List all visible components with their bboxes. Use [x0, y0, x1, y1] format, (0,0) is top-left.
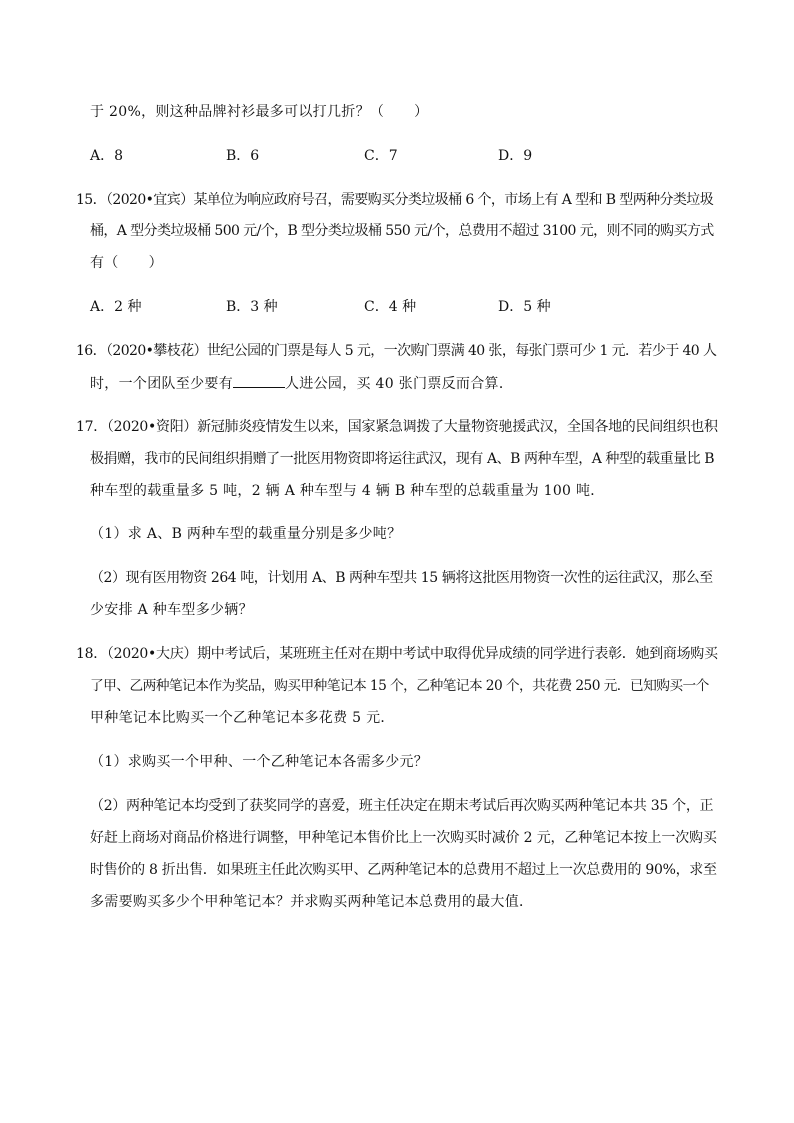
q14-text: 于 20%，则这种品牌衬衫最多可以打几折？（ — [90, 104, 385, 120]
q16-line-2 — [90, 373, 513, 394]
q18-part-2-line-1: （2）两种笔记本均受到了获奖同学的喜爱，班主任决定在期末考试后再次购买两种笔记本共 35 个，正 — [90, 798, 714, 814]
q16-text-b: 人进公园，买 40 张门票反而合算． — [285, 376, 514, 392]
q18-line-1: 18．（2020•大庆）期中考试后，某班班主任对在期中考试中取得优异成绩的同学进行表彰．她到商场购买 — [76, 646, 718, 662]
q15-text: 有（ — [90, 255, 119, 271]
q18-line-3: 甲种笔记本比购买一个乙种笔记本多花费 5 元． — [90, 710, 395, 726]
q17-line-1: 17．（2020•资阳）新冠肺炎疫情发生以来，国家紧急调拨了大量物资驰援武汉，全国各地的民间组织也积 — [76, 419, 718, 435]
q18-part-2-line-3: 时售价的 8 折出售．如果班主任此次购买甲、乙两种笔记本的总费用不超过上一次总费用的 90%，求至 — [90, 862, 717, 878]
q16-text-a: 时，一个团队至少要有 — [90, 376, 233, 392]
q18-part-2-line-2: 好赶上商场对商品价格进行调整，甲种笔记本售价比上一次购买时减价 2 元，乙种笔记本按上一次购买 — [90, 830, 717, 846]
q17-part-2-line-2: 少安排 A 种车型多少辆？ — [90, 602, 253, 618]
q17-line-3: 种车型的载重量多 5 吨，2 辆 A 种车型与 4 辆 B 种车型的总载重量为 100 吨． — [90, 483, 605, 499]
q17-line-2: 极捐赠，我市的民间组织捐赠了一批医用物资即将运往武汉，现有 A、B 两种车型，A 种型的载重量比 B — [90, 451, 715, 467]
q17-part-2-line-1: （2）现有医用物资 264 吨，计划用 A、B 两种车型共 15 辆将这批医用物资一次性的运往武汉，那么至 — [90, 570, 713, 586]
q14-option-b: B．6 — [226, 148, 260, 164]
q15-line-3 — [90, 253, 163, 273]
q14-text-line — [90, 102, 428, 122]
q15-line-2: 桶，A 型分类垃圾桶 500 元/个，B 型分类垃圾桶 550 元/个，总费用不超过 3100 元，则不同的购买方式 — [90, 223, 714, 239]
q15-option-d: D．5 种 — [498, 299, 551, 315]
q18-part-2-line-4: 多需要购买多少个甲种笔记本？并求购买两种笔记本总费用的最大值． — [90, 894, 534, 910]
q15-paren-close: ） — [148, 255, 163, 271]
q15-option-c: C．4 种 — [364, 299, 417, 315]
q16-line-1: 16．（2020•攀枝花）世纪公园的门票是每人 5 元，一次购门票满 40 张，每张门票可少 1 元．若少于 40 人 — [76, 343, 717, 359]
q15-option-a: A．2 种 — [90, 299, 142, 315]
q15-option-b: B．3 种 — [226, 299, 278, 315]
q18-part-1: （1）求购买一个甲种、一个乙种笔记本各需多少元？ — [90, 754, 429, 770]
q15-line-1: 15．（2020•宜宾）某单位为响应政府号召，需要购买分类垃圾桶 6 个，市场上有 A 型和 B 型两种分类垃圾 — [76, 192, 714, 208]
q18-line-2: 了甲、乙两种笔记本作为奖品，购买甲种笔记本 15 个，乙种笔记本 20 个，共花费 250 元．已知购买一个 — [90, 678, 709, 694]
q14-paren-close: ） — [414, 104, 429, 120]
q17-part-1: （1）求 A、B 两种车型的载重量分别是多少吨？ — [90, 526, 402, 542]
q14-option-d: D．9 — [498, 148, 533, 164]
q14-option-c: C．7 — [364, 148, 398, 164]
q16-answer-blank — [233, 373, 285, 388]
q14-option-a: A．8 — [90, 148, 124, 164]
